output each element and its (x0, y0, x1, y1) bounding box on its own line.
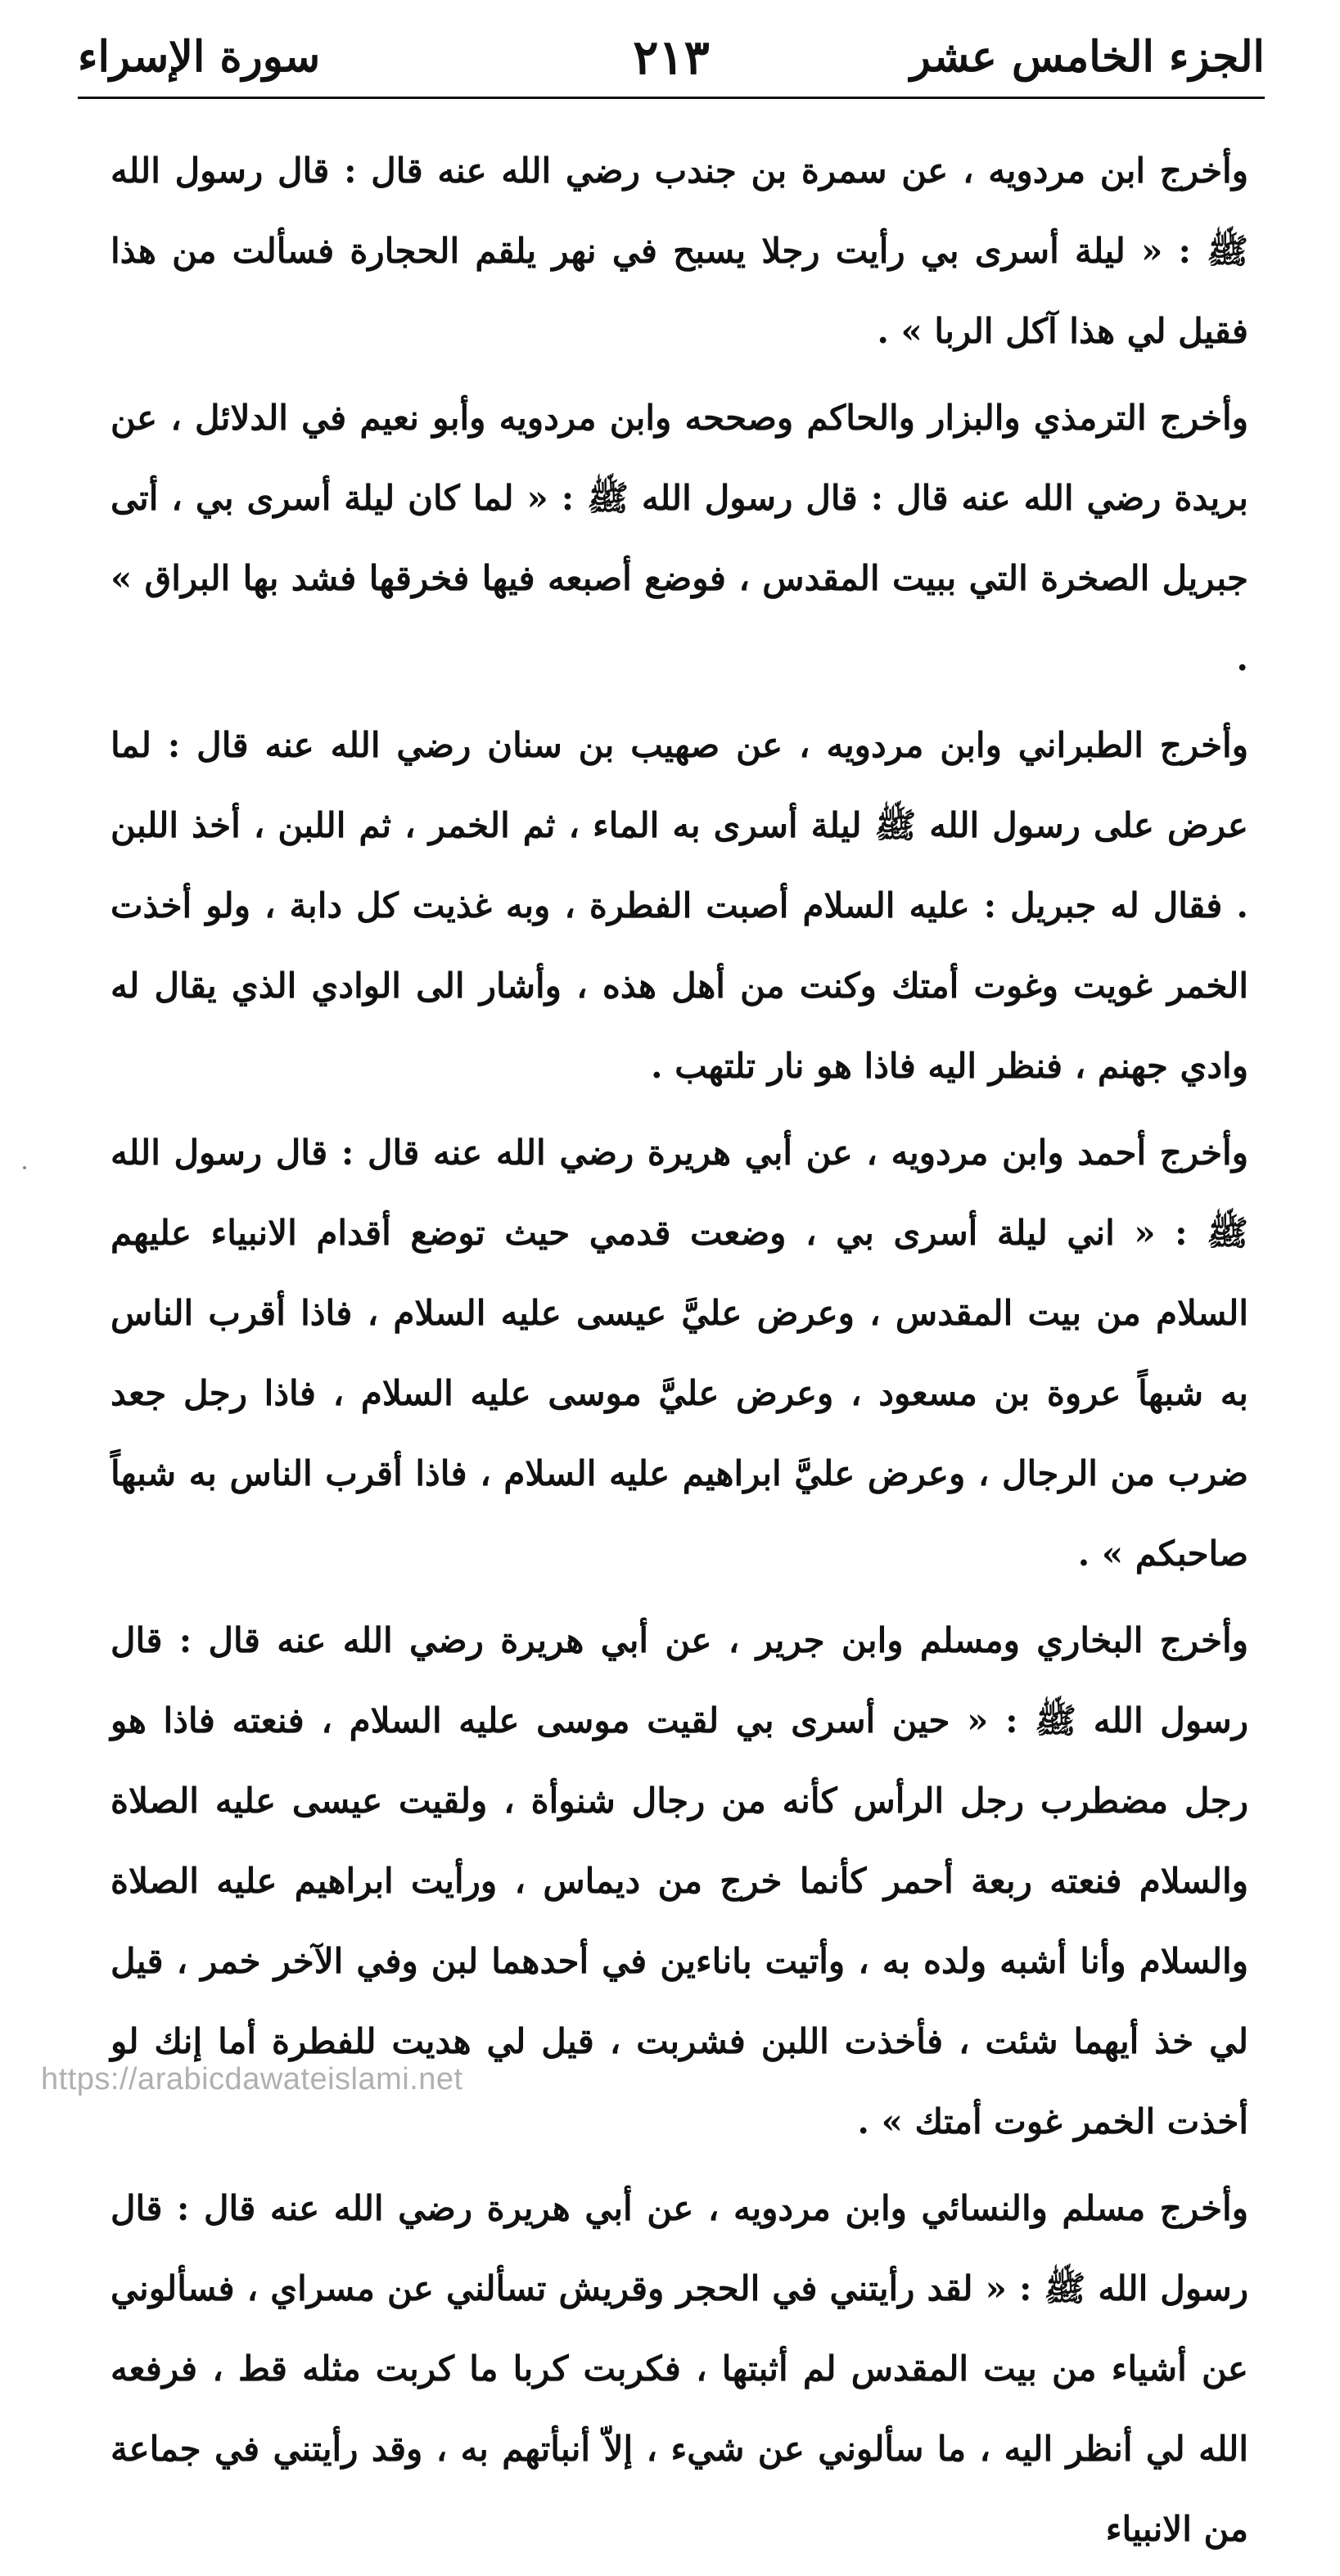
page-body (111, 131, 1248, 2576)
paragraph: وأخرج مسلم والنسائي وابن مردويه ، عن أبي هريرة رضي الله عنه قال : قال رسول الله ﷺ : « لقد رأيتني في الحجر وقريش تسألني عن مسراي ، فسألوني عن أشياء من بيت المقدس لم أثبتها ، فكربت كربا ما كربت مثله قط ، فرفعه الله لي أنظر اليه ، ما سألوني عن شيء ، إلاّ أنبأتهم به ، وقد رأيتني في جماعة من الانبياء (111, 2188, 1248, 2549)
header-divider (78, 97, 1265, 99)
running-header (78, 25, 1265, 98)
part-label: الجزء الخامس عشر (909, 32, 1265, 82)
surah-label: سورة الإسراء (78, 32, 321, 82)
page-number: ٢١٣ (633, 29, 710, 85)
paragraph: وأخرج البخاري ومسلم وابن جرير ، عن أبي هريرة رضي الله عنه قال : قال رسول الله ﷺ : « حين أسرى بي لقيت موسى عليه السلام ، فنعته فاذا هو رجل مضطرب رجل الرأس كأنه من رجال شنوأة ، ولقيت عيسى عليه الصلاة والسلام فنعته ربعة أحمر كأنما خرج من ديماس ، ورأيت ابراهيم عليه الصلاة والسلام وأنا أشبه ولده به ، وأتيت باناءين في أحدهما لبن وفي الآخر خمر ، قيل لي خذ أيهما شئت ، فأخذت اللبن فشربت ، قيل لي هديت للفطرة أما إنك لو أخذت الخمر غوت أمتك » . (111, 1620, 1248, 2141)
paragraph: وأخرج الطبراني وابن مردويه ، عن صهيب بن سنان رضي الله عنه قال : لما عرض على رسول الله ﷺ ليلة أسرى به الماء ، ثم الخمر ، ثم اللبن ، أخذ اللبن . فقال له جبريل : عليه السلام أصبت الفطرة ، وبه غذيت كل دابة ، ولو أخذت الخمر غويت وغوت أمتك وكنت من أهل هذه ، وأشار الى الوادي الذي يقال له وادي جهنم ، فنظر اليه فاذا هو نار تلتهب . (111, 725, 1248, 1086)
paragraph: وأخرج أحمد وابن مردويه ، عن أبي هريرة رضي الله عنه قال : قال رسول الله ﷺ : « اني ليلة أسرى بي ، وضعت قدمي حيث توضع أقدام الانبياء عليهم السلام من بيت المقدس ، وعرض عليَّ عيسى عليه السلام ، فاذا أقرب الناس به شبهاً عروة بن مسعود ، وعرض عليَّ موسى عليه السلام ، فاذا رجل جعد ضرب من الرجال ، وعرض عليَّ ابراهيم عليه السلام ، فاذا أقرب الناس به شبهاً صاحبكم » . (111, 1133, 1248, 1574)
scan-speck (23, 1166, 26, 1169)
paragraph: وأخرج الترمذي والبزار والحاكم وصححه وابن مردويه وأبو نعيم في الدلائل ، عن بريدة رضي الله عنه قال : قال رسول الله ﷺ : « لما كان ليلة أسرى بي ، أتى جبريل الصخرة التي ببيت المقدس ، فوضع أصبعه فيها فخرقها فشد بها البراق » . (111, 398, 1248, 678)
paragraph: وأخرج ابن مردويه ، عن سمرة بن جندب رضي الله عنه قال : قال رسول الله ﷺ : « ليلة أسرى بي رأيت رجلا يسبح في نهر يلقم الحجارة فسألت من هذا فقيل لي هذا آكل الربا » . (111, 151, 1248, 351)
watermark-url[interactable]: https://arabicdawateislami.net (41, 2062, 463, 2096)
